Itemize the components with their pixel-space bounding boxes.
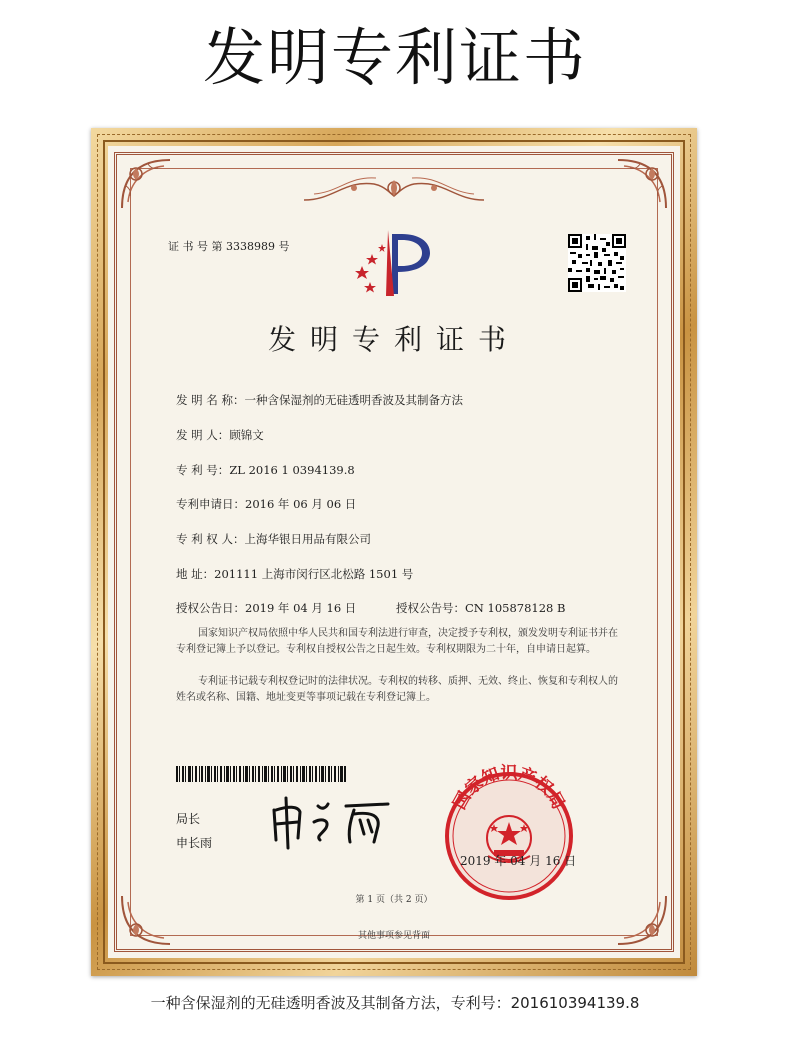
field-grant-number [396,600,565,616]
seal-date: 2019 年 04 月 16 日 [460,854,577,868]
top-ornament-icon [294,170,494,208]
field-label: 发 明 人： [176,428,230,442]
legal-status-paragraph: 专利证书记载专利权登记时的法律状况。专利权的转移、质押、无效、终止、恢复和专利权人的姓名或名称、国籍、地址变更等事项记载在专利登记簿上。 [176,676,618,703]
field-grant-date [176,600,356,616]
field-value: 上海华银日用品有限公司 [244,532,371,546]
certificate-paper [108,146,680,958]
field-label: 专 利 号： [176,463,230,477]
grant-statement-paragraph: 国家知识产权局依照中华人民共和国专利法进行审查，决定授予专利权，颁发发明专利证书并在专利登记簿上予以登记。专利权自授权公告之日起生效。专利权期限为二十年，自申请日起算。 [176,628,618,655]
field-application-date [176,496,356,512]
corner-ornament-icon [118,156,174,212]
certificate-number: 证 书 号 第 3338989 号 [168,240,290,253]
field-inventor [176,427,264,443]
field-value: CN 105878128 B [465,601,566,615]
field-address [176,566,413,582]
certificate-title: 发明专利证书 [267,323,520,356]
field-label: 专 利 权 人： [176,532,245,546]
page-heading: 发明专利证书 [202,21,587,94]
seal-text: 国家知识产权局 [449,763,569,813]
official-seal-icon [434,756,584,906]
field-value: 一种含保湿剂的无硅透明香波及其制备方法 [244,393,463,407]
field-label: 专利申请日： [176,497,245,511]
field-value: ZL 2016 1 0394139.8 [229,463,355,477]
barcode-icon [176,766,346,782]
field-invention-name [176,392,463,408]
footer-note: 其他事项参见背面 [357,931,430,941]
signatory-name: 申长雨 [176,836,213,850]
corner-ornament-icon [614,156,670,212]
page-number: 第 1 页（共 2 页） [355,895,433,905]
image-caption: 一种含保湿剂的无硅透明香波及其制备方法，专利号：201610394139.8 [150,994,640,1012]
field-label: 地 址： [176,567,215,581]
field-label: 授权公告日： [176,601,245,615]
field-value: 2016 年 06 月 06 日 [245,497,357,511]
field-value: 2019 年 04 月 16 日 [245,601,357,615]
field-patentee [176,531,371,547]
field-patent-number [176,462,355,478]
field-value: 顾锦文 [229,428,264,442]
field-value: 201111 上海市闵行区北松路 1501 号 [214,567,414,581]
signatory-title: 局长 [176,812,201,826]
field-label: 授权公告号： [396,601,465,615]
signature-icon [268,792,398,852]
field-label: 发 明 名 称： [176,393,245,407]
qr-code-icon [568,234,626,292]
patent-emblem-icon [348,226,440,298]
